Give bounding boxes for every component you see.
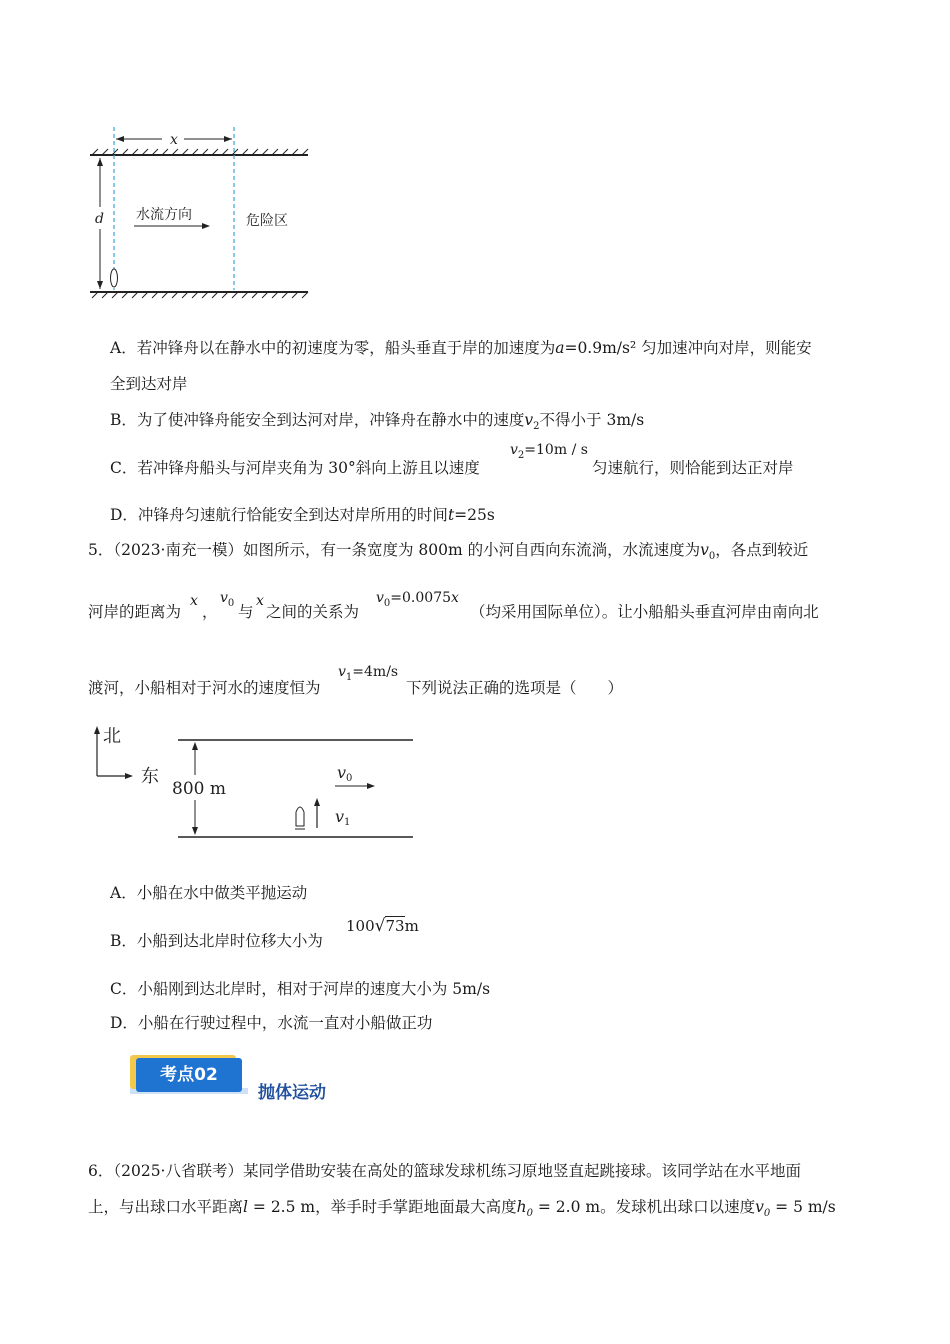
q5-line3-start: 渡河，小船相对于河水的速度恒为	[88, 679, 321, 697]
q4-option-c-end: 匀速航行，则恰能到达正对岸	[592, 459, 794, 477]
river-danger-figure	[80, 125, 320, 300]
q5-b-formula: 100√73m	[346, 916, 419, 936]
north-label: 北	[103, 726, 121, 747]
section-heading	[130, 1054, 370, 1104]
q5-line2-end: （均采用国际单位）。让小船船头垂直河岸由南向北	[470, 603, 819, 621]
flow-direction-label: 水流方向	[136, 207, 192, 223]
q4-option-a: A．若冲锋舟以在静水中的初速度为零，船头垂直于岸的加速度为a=0.9m/s² 匀加速冲向对岸，则能安	[110, 339, 812, 357]
q5-option-c: C．小船刚到达北岸时，相对于河岸的速度大小为 5m/s	[110, 980, 491, 998]
q5-option-a: A．小船在水中做类平抛运动	[110, 884, 308, 902]
q5-line2-start: 河岸的距离为	[88, 603, 182, 621]
q5-option-b: B．小船到达北岸时位移大小为	[110, 932, 323, 950]
q5-x2-symbol: x	[256, 593, 264, 609]
section-badge: 考点02	[136, 1058, 242, 1092]
width-label: 800 m	[172, 779, 226, 799]
q4-option-b: B．为了使冲锋舟能安全到达河对岸，冲锋舟在静水中的速度$v_2$不得小于 3m/s	[110, 411, 645, 433]
q5-with: 与	[238, 603, 254, 621]
river-800m-figure	[85, 720, 420, 845]
q4-option-d: D．冲锋舟匀速航行恰能安全到达对岸所用的时间t=25s	[110, 506, 495, 524]
v0-label: v0	[337, 763, 353, 784]
q5-formula-v1: $v_1=4m/s$	[338, 664, 399, 683]
label-d: d	[95, 211, 104, 227]
boat-icon	[111, 269, 118, 287]
q5-x-symbol: x	[190, 593, 198, 609]
danger-zone-label: 危险区	[246, 213, 288, 229]
q4-option-c: C．若冲锋舟船头与河岸夹角为 30°斜向上游且以速度	[110, 459, 480, 477]
boat-icon	[296, 807, 304, 826]
q5-formula-v0: $v_0=0.0075x$	[376, 590, 459, 609]
q5-v0-symbol: $v_0$	[220, 590, 235, 609]
q5-option-d: D．小船在行驶过程中，水流一直对小船做正功	[110, 1014, 433, 1032]
q4-c-formula: $v_2=10m / s$	[510, 442, 588, 461]
label-x: x	[170, 132, 178, 148]
q5-line1: 5．（2023·南充一模）如图所示，有一条宽度为 800m 的小河自西向东流淌，水流速度为$v_0$，各点到较近	[88, 541, 809, 563]
q4-option-a-cont: 全到达对岸	[110, 375, 188, 393]
east-label: 东	[141, 766, 159, 787]
q6-line1: 6．（2025·八省联考）某同学借助安装在高处的篮球发球机练习原地竖直起跳接球。该同学站在水平地面	[88, 1162, 801, 1180]
q5-relation-text: 之间的关系为	[266, 603, 360, 621]
section-title: 抛体运动	[258, 1083, 326, 1103]
q5-line3-end: 下列说法正确的选项是（ ）	[406, 679, 624, 697]
q6-line2: 上，与出球口水平距离l = 2.5 m，举手时手掌距地面最大高度$h_0 = 2.0$ m。发球机出球口以速度$v_0 = 5$ m/s	[88, 1198, 836, 1220]
q5-comma: ，	[202, 603, 218, 621]
v1-label: v1	[335, 807, 351, 828]
